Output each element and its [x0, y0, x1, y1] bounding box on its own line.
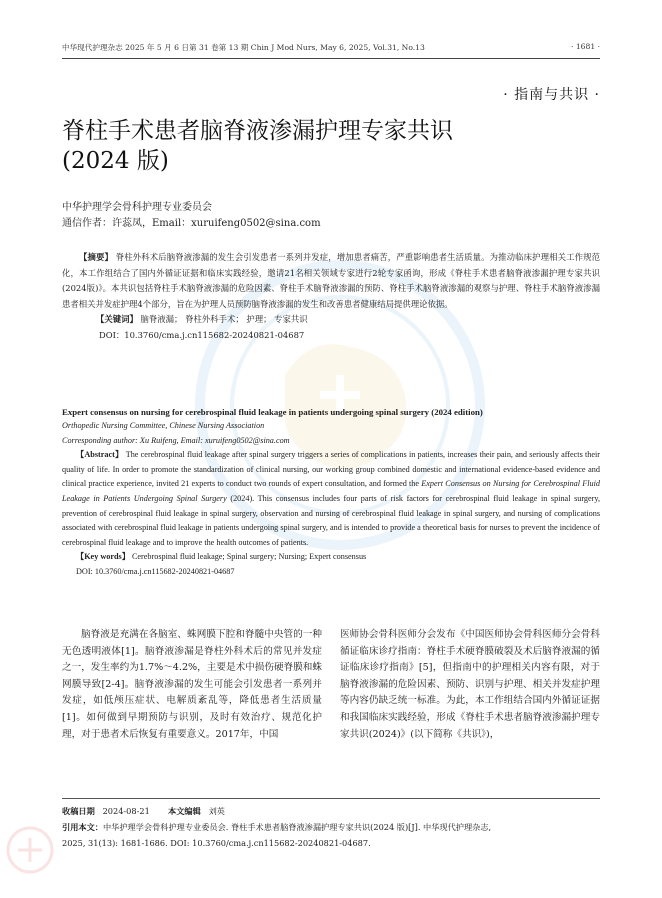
- citation-text-1: 中华护理学会骨科护理专业委员会. 脊柱手术患者脑脊液渗漏护理专家共识(2024 版)[J]. 中华现代护理杂志,: [102, 822, 492, 832]
- editor-name: 刘英: [208, 806, 225, 816]
- doi-en: DOI: 10.3760/cma.j.cn115682-20240821-04687: [76, 566, 235, 576]
- footnote-divider: [62, 798, 600, 799]
- received-label: 收稿日期: [62, 806, 95, 816]
- section-tag: · 指南与共识 ·: [503, 87, 600, 103]
- body-column-left: 脑脊液是充满在各脑室、蛛网膜下腔和脊髓中央管的一种无色透明液体[1]。脑脊液渗漏是脊柱外科术后的常见并发症之一，发生率约为1.7%～4.2%，主要是术中损伤硬脊膜和蛛网膜导致[2-4]。脑脊液渗漏的发生可能会引发患者一系列并发症，如低颅压症状、电解质紊乱等，降低患者生活质量[1]。如何做到早期预防与识别，及时有效治疗、规范化护理，对于患者术后恢复有重要意义。2017年，中国: [62, 629, 322, 740]
- english-abstract: [62, 406, 600, 580]
- citation-label: 引用本文：: [62, 822, 103, 832]
- page-number: · 1681 ·: [571, 42, 600, 51]
- keywords-en: Cerebrospinal fluid leakage; Spinal surgery; Nursing; Expert consensus: [131, 552, 367, 562]
- article-title: [62, 116, 582, 176]
- abstract-en-text-part1: The cerebrospinal fluid leakage after spinal surgery triggers a series of complications in patients, increases their pain, and seriously affects their quality of life. In order to promote the standardization of clinical nursing, our working group combined domestic and international evidence-based evidence and clinical practice experience, invited 21 experts to conduct two rounds of expert consultation, and formed the: [62, 450, 601, 489]
- abstract-cn-label: 【摘要】: [79, 252, 113, 262]
- corresponding-author: 通信作者：许蕊凤，Email：xuruifeng0502@sina.com: [62, 218, 321, 229]
- keywords-cn: 脑脊液漏； 脊柱外科手术； 护理； 专家共识: [140, 314, 308, 325]
- english-corresponding-author: Corresponding author: Xu Ruifeng, Email: xuruifeng0502@sina.com: [62, 435, 290, 445]
- keywords-cn-row: [62, 312, 600, 328]
- received-date: 2024-08-21: [102, 806, 150, 816]
- running-head: [62, 42, 600, 56]
- english-title: Expert consensus on nursing for cerebrospinal fluid leakage in patients undergoing spinal surgery (2024 edition): [62, 407, 483, 417]
- header-divider: [62, 58, 600, 59]
- chinese-abstract: [62, 250, 600, 344]
- abstract-en-label: 【Abstract】: [76, 450, 124, 460]
- keywords-en-label: 【Key words】: [76, 552, 130, 562]
- abstract-en-text-part2: (2024). This consensus includes four parts of risk factors for cerebrospinal fluid leakage in spinal surgery, prevention of cerebrospinal fluid leakage in spinal surgery, observation and nursing of cerebrospinal fluid leakage in spinal surgery, and nursing of complications associated with cerebrospinal fluid leakage in patients undergoing spinal surgery, and is intended to provide a theoretical basis for nurses to prevent the incidence of cerebrospinal fluid leakage and to improve the health outcomes of patients.: [62, 493, 600, 547]
- watermark-stamp: [4, 824, 56, 876]
- keywords-en-row: [62, 550, 600, 565]
- citation-row-1: [62, 819, 600, 835]
- author-block: [62, 200, 321, 232]
- editor-label: 本文编辑: [168, 806, 201, 816]
- doi-cn: DOI：10.3760/cma.j.cn115682-20240821-04687: [99, 329, 305, 340]
- title-line-1: 脊柱手术患者脑脊液渗漏护理专家共识: [62, 118, 453, 144]
- received-row: [62, 803, 600, 819]
- footnotes: [62, 803, 600, 851]
- abstract-cn-paragraph: [62, 250, 600, 312]
- body-column-right: 医师协会骨科医师分会发布《中国医师协会骨科医师分会骨科循证临床诊疗指南：脊柱手术硬脊膜破裂及术后脑脊液漏的循证临床诊疗指南》[5]，但指南中的护理相关内容有限，对于脑脊液渗漏的危险因素、预防、识别与护理、相关并发症护理等内容仍缺乏统一标准。为此，本工作组结合国内外循证证据和我国临床实践经验，形成《脊柱手术患者脑脊液渗漏护理专家共识(2024)》(以下简称《共识》)，: [340, 629, 600, 740]
- abstract-cn-text: 脊柱外科术后脑脊液渗漏的发生会引发患者一系列并发症，增加患者痛苦，严重影响患者生活质量。为推动临床护理相关工作规范化，本工作组结合了国内外循证证据和临床实践经验，邀请21名相关领域专家进行2轮专家函询，形成《脊柱手术患者脑脊液渗漏护理专家共识(2024版)》。本共识包括脊柱手术脑脊液渗漏的危险因素、脊柱手术脑脊液渗漏的预防、脊柱手术脑脊液渗漏的观察与护理、脊柱手术脑脊液渗漏患者相关并发症护理4个部分，旨在为护理人员预防脑脊液渗漏的发生和改善患者健康结局提供理论依据。: [62, 252, 601, 309]
- citation-row-2: 2025, 31(13): 1681-1686. DOI: 10.3760/cma.j.cn115682-20240821-04687.: [62, 838, 371, 848]
- author-organization: 中华护理学会骨科护理专业委员会: [62, 202, 212, 213]
- title-line-2: (2024 版): [62, 148, 169, 174]
- journal-citation-header: 中华现代护理杂志 2025 年 5 月 6 日第 31 卷第 13 期 Chin J Mod Nurs, May 6, 2025, Vol.31, No.13: [62, 43, 425, 52]
- abstract-en-consensus-name: Expert Consensus on Nursing for Cerebrospinal Fluid Leakage in Patients Undergoing Spinal Surgery: [62, 479, 600, 503]
- english-organization: Orthopedic Nursing Committee, Chinese Nursing Association: [62, 421, 265, 430]
- english-abstract-paragraph: [62, 448, 600, 550]
- keywords-cn-label: 【关键词】: [96, 314, 138, 325]
